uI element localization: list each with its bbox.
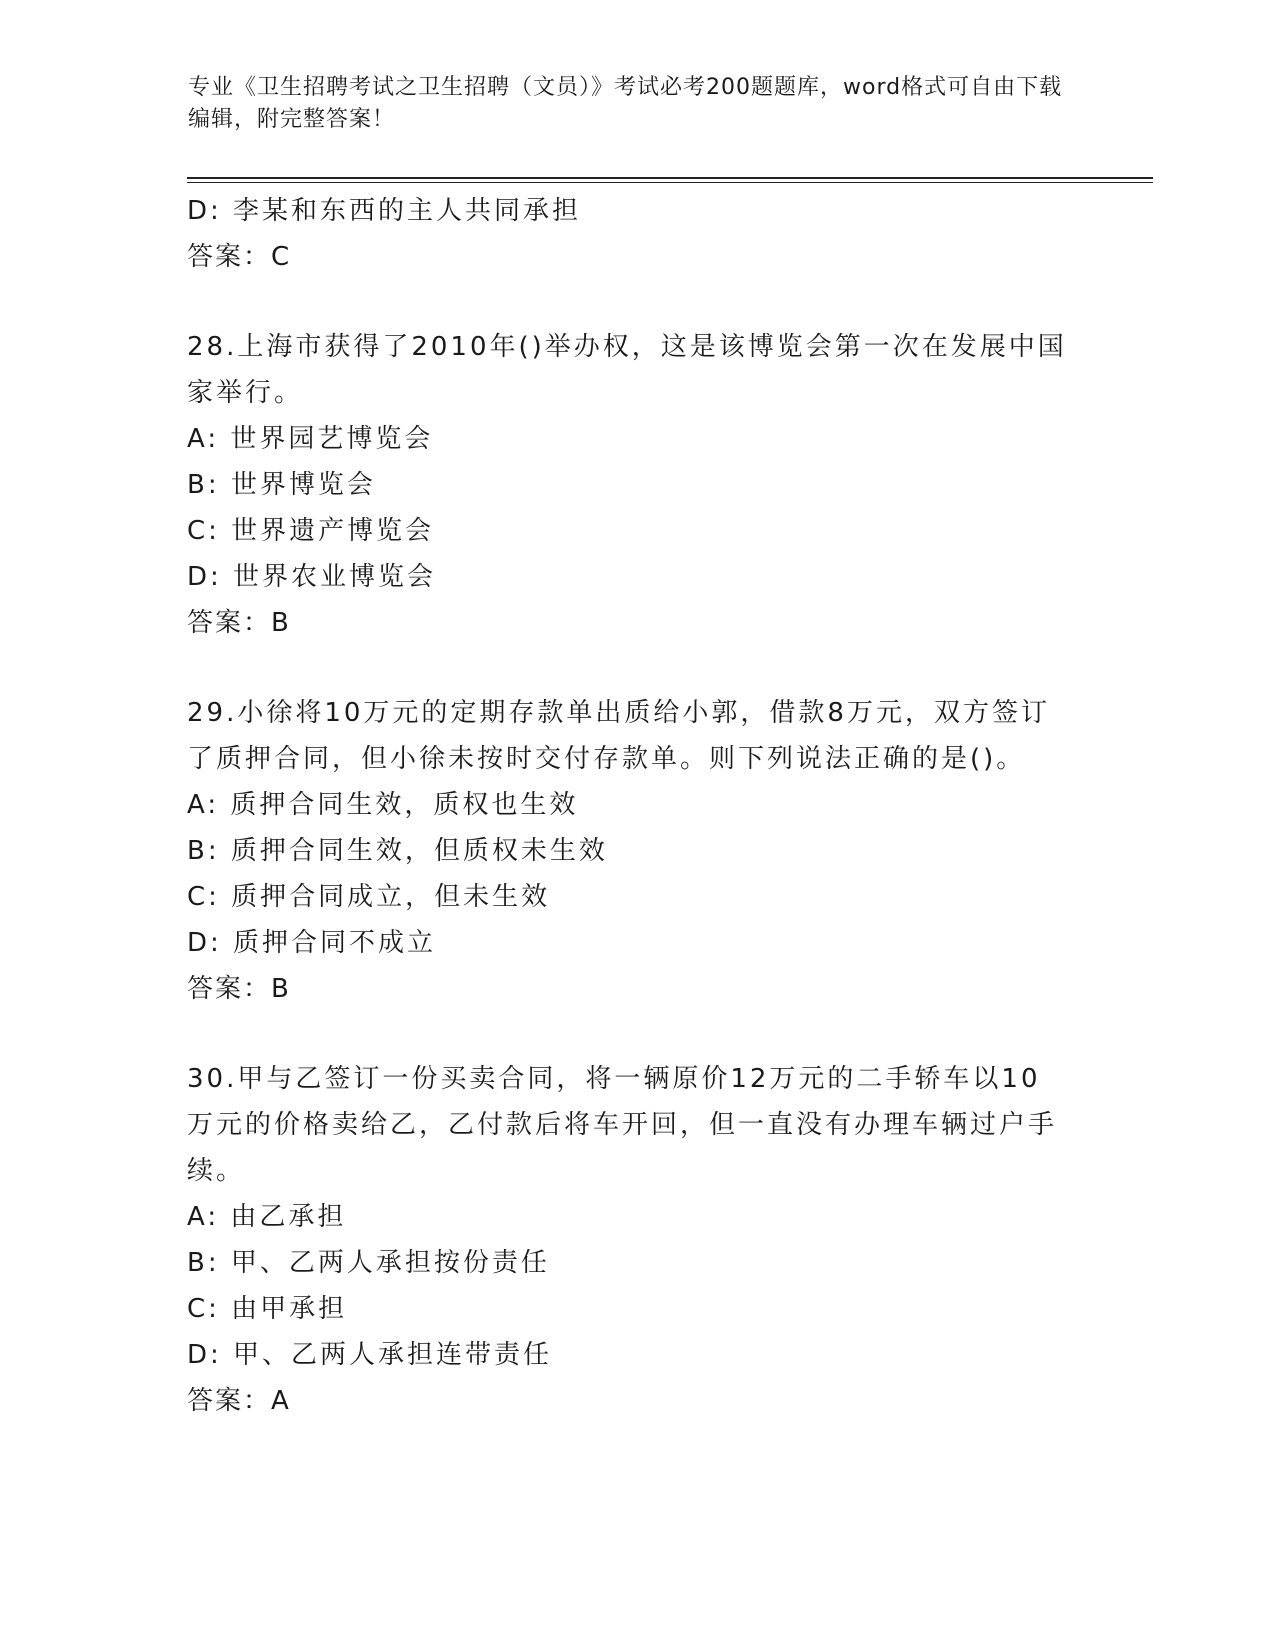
option-c: C: 世界遗产博览会 [187, 516, 435, 546]
question-28 [187, 324, 1067, 646]
option-a: A: 由乙承担 [187, 1202, 347, 1232]
page-header: 专业《卫生招聘考试之卫生招聘（文员）》考试必考200题题库，word格式可自由下载编辑，附完整答案！ [188, 75, 1063, 132]
question-stem: 28.上海市获得了2010年()举办权，这是该博览会第一次在发展中国家举行。 [187, 332, 1067, 408]
question-stem: 30.甲与乙签订一份买卖合同，将一辆原价12万元的二手轿车以10万元的价格卖给乙，乙付款后将车开回，但一直没有办理车辆过户手续。 [187, 1064, 1058, 1186]
option-c: C: 由甲承担 [187, 1294, 348, 1324]
question-30 [187, 1056, 1067, 1424]
option-b: B: 世界博览会 [187, 470, 376, 500]
question-stem: 29.小徐将10万元的定期存款单出质给小郭，借款8万元，双方签订了质押合同，但小徐未按时交付存款单。则下列说法正确的是()。 [187, 698, 1050, 774]
answer: 答案：A [187, 1386, 291, 1416]
answer: 答案：B [187, 974, 291, 1004]
header-rule-thin [187, 182, 1153, 183]
answer: 答案：B [187, 608, 291, 638]
option-b: B: 甲、乙两人承担按份责任 [187, 1248, 550, 1278]
option-c: C: 质押合同成立，但未生效 [187, 882, 551, 912]
question-list [187, 188, 1067, 1424]
option-d: D: 李某和东西的主人共同承担 [187, 196, 582, 226]
option-d: D: 质押合同不成立 [187, 928, 437, 958]
option-b: B: 质押合同生效，但质权未生效 [187, 836, 608, 866]
option-d: D: 世界农业博览会 [187, 562, 437, 592]
header-rule [187, 177, 1153, 179]
option-a: A: 质押合同生效，质权也生效 [187, 790, 579, 820]
answer: 答案：C [187, 242, 292, 272]
option-d: D: 甲、乙两人承担连带责任 [187, 1340, 553, 1370]
option-a: A: 世界园艺博览会 [187, 424, 434, 454]
question-29 [187, 690, 1067, 1012]
